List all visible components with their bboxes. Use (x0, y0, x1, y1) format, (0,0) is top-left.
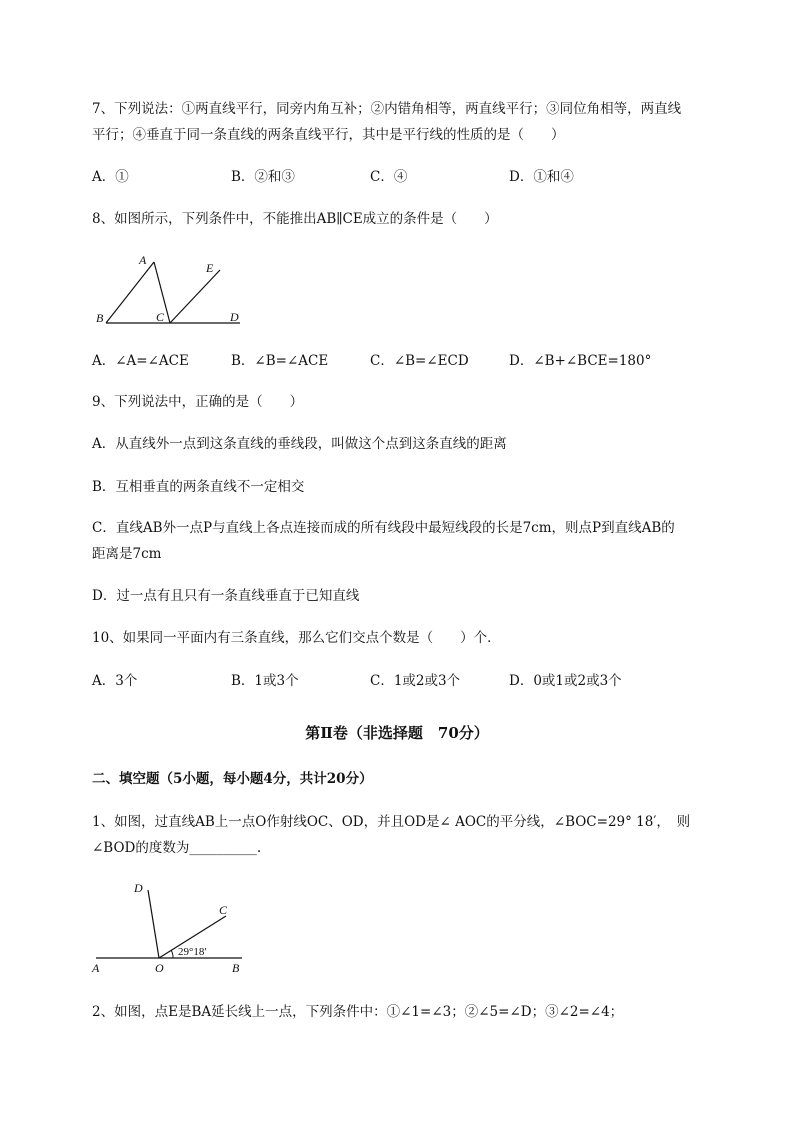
section2-heading: 二、填空题（5小题，每小题4分，共计20分） (92, 771, 373, 787)
fill1-label-b: B (232, 961, 240, 975)
fill1-line2: ∠BOD的度数为__________. (92, 840, 262, 856)
q8-line-ce (170, 270, 220, 323)
q8-label-a: A (139, 253, 147, 267)
q8-option-d: D．∠B+∠BCE=180° (509, 353, 652, 369)
fill1-figure (90, 878, 250, 978)
q10-option-d: D．0或1或2或3个 (509, 673, 622, 689)
fill1-label-d: D (134, 881, 143, 895)
q8-figure (92, 250, 252, 330)
fill1-label-o: O (155, 961, 164, 975)
q9-option-d: D．过一点有且只有一条直线垂直于已知直线 (92, 588, 360, 604)
q8-option-a: A．∠A=∠ACE (92, 353, 189, 369)
q8-line-ba (106, 262, 154, 323)
fill1-label-c: C (219, 903, 228, 917)
q7-option-a: A．① (92, 169, 129, 185)
fill1-line1: 1、如图，过直线AB上一点O作射线OC、OD，并且OD是∠ AOC的平分线，∠BOC=29° 18′， 则 (92, 814, 691, 830)
q10-option-c: C．1或2或3个 (370, 673, 461, 689)
q9-option-c-line1: C．直线AB外一点P与直线上各点连接而成的所有线段中最短线段的长是7cm，则点P到直线AB的 (92, 520, 675, 536)
q9-option-b: B．互相垂直的两条直线不一定相交 (92, 479, 305, 495)
fill2-line1: 2、如图，点E是BA延长线上一点，下列条件中：①∠1=∠3；②∠5=∠D；③∠2=∠4； (92, 1004, 624, 1020)
q8-label-d: D (230, 310, 239, 324)
q8-label-c: C (156, 310, 165, 324)
q10-option-b: B．1或3个 (231, 673, 299, 689)
q7-line1: 7、下列说法：①两直线平行，同旁内角互补；②内错角相等，两直线平行；③同位角相等，两直线 (92, 101, 682, 117)
q7-line2: 平行；④垂直于同一条直线的两条直线平行，其中是平行线的性质的是（ ） (92, 127, 565, 143)
fill1-angle-arc (171, 950, 173, 958)
q10-stem: 10、如果同一平面内有三条直线，那么它们交点个数是（ ）个． (92, 630, 501, 646)
q9-option-c-line2: 距离是7cm (92, 546, 162, 562)
q8-label-b: B (96, 311, 104, 325)
q9-option-a: A．从直线外一点到这条直线的垂线段，叫做这个点到这条直线的距离 (92, 436, 507, 452)
q8-stem: 8、如图所示，下列条件中，不能推出AB∥CE成立的条件是（ ） (92, 211, 498, 227)
fill1-label-a: A (92, 961, 100, 975)
fill1-ray-od (148, 890, 159, 958)
q8-option-c: C．∠B=∠ECD (370, 353, 469, 369)
q8-option-b: B．∠B=∠ACE (231, 353, 329, 369)
q7-option-d: D．①和④ (509, 169, 574, 185)
q10-option-a: A．3个 (92, 673, 138, 689)
q9-stem: 9、下列说法中，正确的是（ ） (92, 394, 304, 410)
q7-option-b: B．②和③ (231, 169, 295, 185)
section-title: 第Ⅱ卷（非选择题 70分） (305, 724, 489, 742)
fill1-angle-label: 29°18′ (178, 946, 207, 958)
q8-label-e: E (206, 261, 214, 275)
q7-option-c: C．④ (370, 169, 408, 185)
